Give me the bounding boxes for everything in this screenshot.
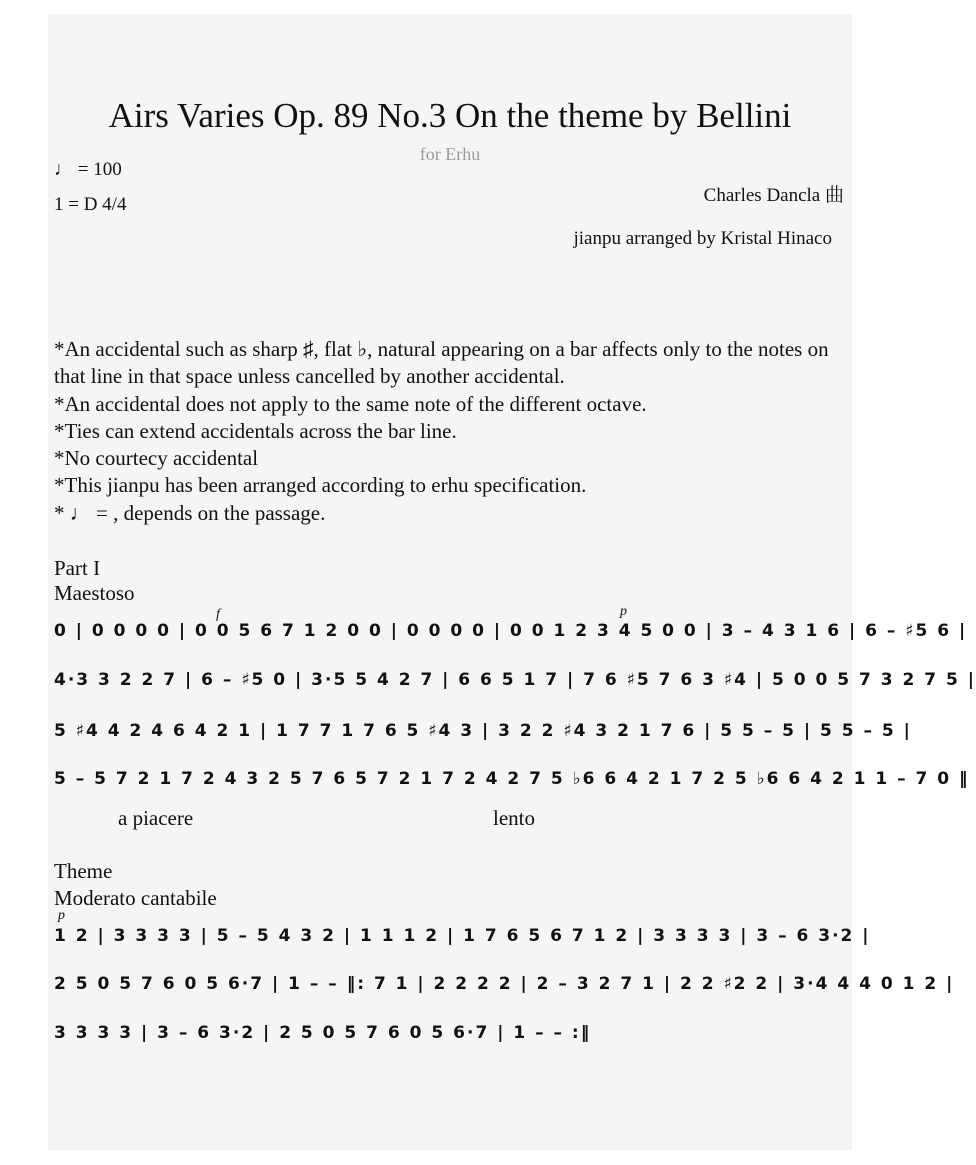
score-title: Airs Varies Op. 89 No.3 On the theme by Bellini (108, 96, 792, 135)
tempo-marking-moderato: Moderato cantabile (54, 886, 217, 910)
section-heading-part-1: Part I (54, 556, 101, 580)
expression-a-piacere: a piacere (118, 806, 194, 830)
jianpu-line: 5 ♯4 4 2 4 6 4 2 1 | 1 7 7 1 7 6 5 ♯4 3 | 3 2 2 ♯4 3 2 1 7 6 | 5 5 – 5 | 5 5 – 5 | (54, 721, 912, 741)
tempo-marking: ♩ = 100 (54, 159, 122, 180)
arranger-credit: jianpu arranged by Kristal Hinaco (573, 228, 832, 249)
note-item: *An accidental does not apply to the same note of the different octave. (54, 391, 647, 416)
dynamic-piano: p (58, 908, 65, 923)
note-item: *No courtecy accidental (54, 446, 259, 471)
section-heading-theme: Theme (54, 859, 113, 883)
jianpu-line: 3 3 3 3 | 3 – 6 3·2 | 2 5 0 5 7 6 0 5 6·7 | 1 – – :‖ (54, 1023, 592, 1043)
jianpu-line: 0 | 0 0 0 0 | 0 0 5 6 7 1 2 0 0 | 0 0 0 0 | 0 0 1 2 3 4 5 0 0 | 3 – 4 3 1 6 | 6 – ♯5 6 | (54, 621, 968, 641)
composer-credit: Charles Dancla 曲 (703, 185, 844, 206)
performance-notes (54, 336, 844, 527)
jianpu-line: 1 2 | 3 3 3 3 | 5 – 5 4 3 2 | 1 1 1 2 | 1 7 6 5 6 7 1 2 | 3 3 3 3 | 3 – 6 3·2 | (54, 926, 871, 946)
note-item: *An accidental such as sharp ♯, flat ♭, natural appearing on a bar affects only to the notes on that line in that space unless cancelled by another accidental. (54, 337, 829, 389)
key-signature: 1 = D 4/4 (54, 194, 127, 215)
sheet-music-page (48, 14, 976, 1150)
jianpu-line: 2 5 0 5 7 6 0 5 6·7 | 1 – – ‖: 7 1 | 2 2 2 2 | 2 – 3 2 7 1 | 2 2 ♯2 2 | 3·4 4 4 0 1 2 | (54, 974, 955, 994)
tempo-marking-maestoso: Maestoso (54, 581, 135, 605)
note-item: *This jianpu has been arranged according to erhu specification. (54, 473, 587, 498)
jianpu-line: 5 – 5 7 2 1 7 2 4 3 2 5 7 6 5 7 2 1 7 2 4 2 7 5 ♭6 6 4 2 1 7 2 5 ♭6 6 4 2 1 1 – 7 0 ‖ (54, 769, 970, 789)
score-subtitle: for Erhu (419, 144, 481, 164)
dynamic-piano: p (620, 604, 627, 619)
dynamic-forte: f (216, 607, 220, 622)
note-item: * ♩ = , depends on the passage. (54, 500, 326, 525)
expression-lento: lento (493, 806, 535, 830)
note-item: *Ties can extend accidentals across the bar line. (54, 418, 457, 443)
jianpu-line: 4·3 3 2 2 7 | 6 – ♯5 0 | 3·5 5 4 2 7 | 6 6 5 1 7 | 7 6 ♯5 7 6 3 ♯4 | 5 0 0 5 7 3 2 7 5 | (54, 670, 976, 690)
